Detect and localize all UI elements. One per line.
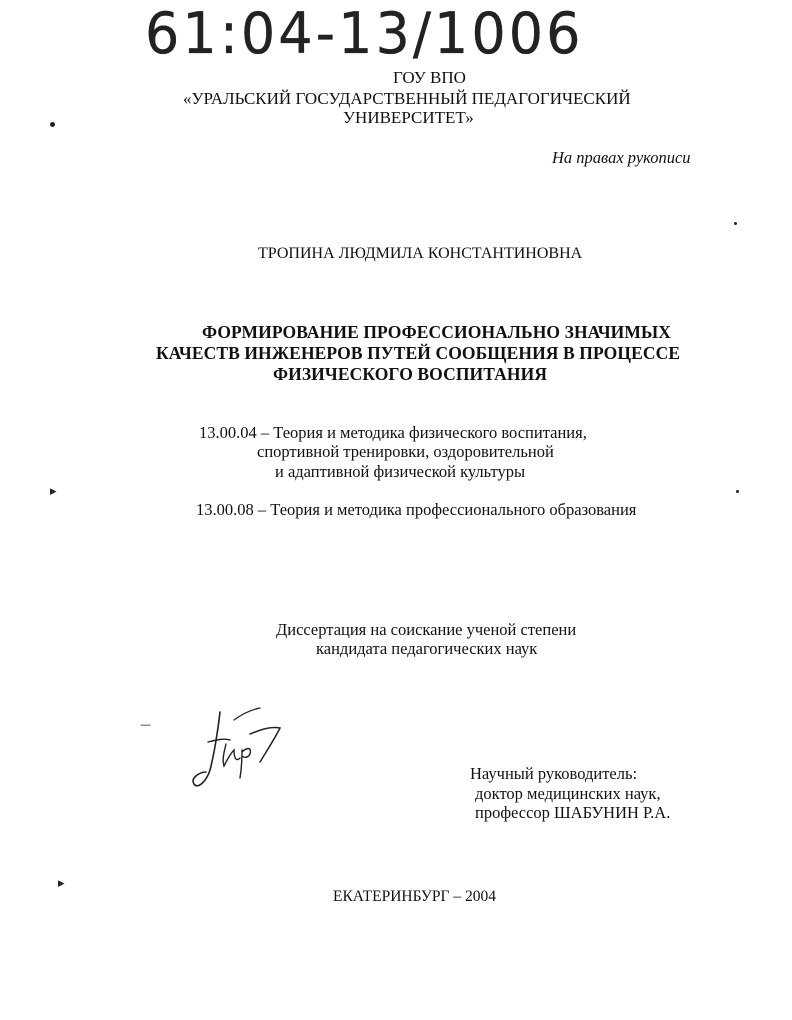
scan-speck: [736, 490, 739, 493]
university-line-1: «УРАЛЬСКИЙ ГОСУДАРСТВЕННЫЙ ПЕДАГОГИЧЕСКИЙ: [183, 89, 631, 108]
specialty-1-line-3: и адаптивной физической культуры: [275, 462, 526, 481]
specialty-1-line-1: 13.00.04 – Теория и методика физического воспитания,: [199, 423, 587, 442]
archive-code-handwritten: 61:04-13/1006: [145, 0, 584, 67]
margin-arrow-icon: ▸: [50, 484, 57, 499]
supervisor-label: Научный руководитель:: [470, 764, 638, 783]
supervisor-degree: доктор медицинских наук,: [475, 784, 661, 803]
degree-line-1: Диссертация на соискание ученой степени: [276, 620, 577, 639]
title-line-3: ФИЗИЧЕСКОГО ВОСПИТАНИЯ: [273, 364, 548, 384]
specialty-1-line-2: спортивной тренировки, оздоровительной: [257, 442, 554, 461]
author-name: ТРОПИНА ЛЮДМИЛА КОНСТАНТИНОВНА: [258, 245, 583, 262]
title-line-1: ФОРМИРОВАНИЕ ПРОФЕССИОНАЛЬНО ЗНАЧИМЫХ: [202, 322, 672, 342]
university-line-2: УНИВЕРСИТЕТ»: [343, 108, 474, 127]
scan-speck: [734, 222, 737, 225]
manuscript-note: На правах рукописи: [552, 148, 691, 167]
supervisor-title-name: профессор ШАБУНИН Р.А.: [475, 803, 671, 822]
city-year: ЕКАТЕРИНБУРГ – 2004: [333, 888, 496, 905]
degree-line-2: кандидата педагогических наук: [316, 639, 538, 658]
org-line: ГОУ ВПО: [393, 68, 466, 87]
signature-scribble: [190, 700, 290, 800]
margin-arrow-icon: ▸: [58, 876, 65, 891]
margin-dash-icon: —: [140, 718, 151, 731]
title-line-2: КАЧЕСТВ ИНЖЕНЕРОВ ПУТЕЙ СООБЩЕНИЯ В ПРОЦЕССЕ: [156, 343, 681, 363]
scan-speck: [50, 122, 55, 127]
specialty-2: 13.00.08 – Теория и методика профессионального образования: [196, 500, 637, 519]
